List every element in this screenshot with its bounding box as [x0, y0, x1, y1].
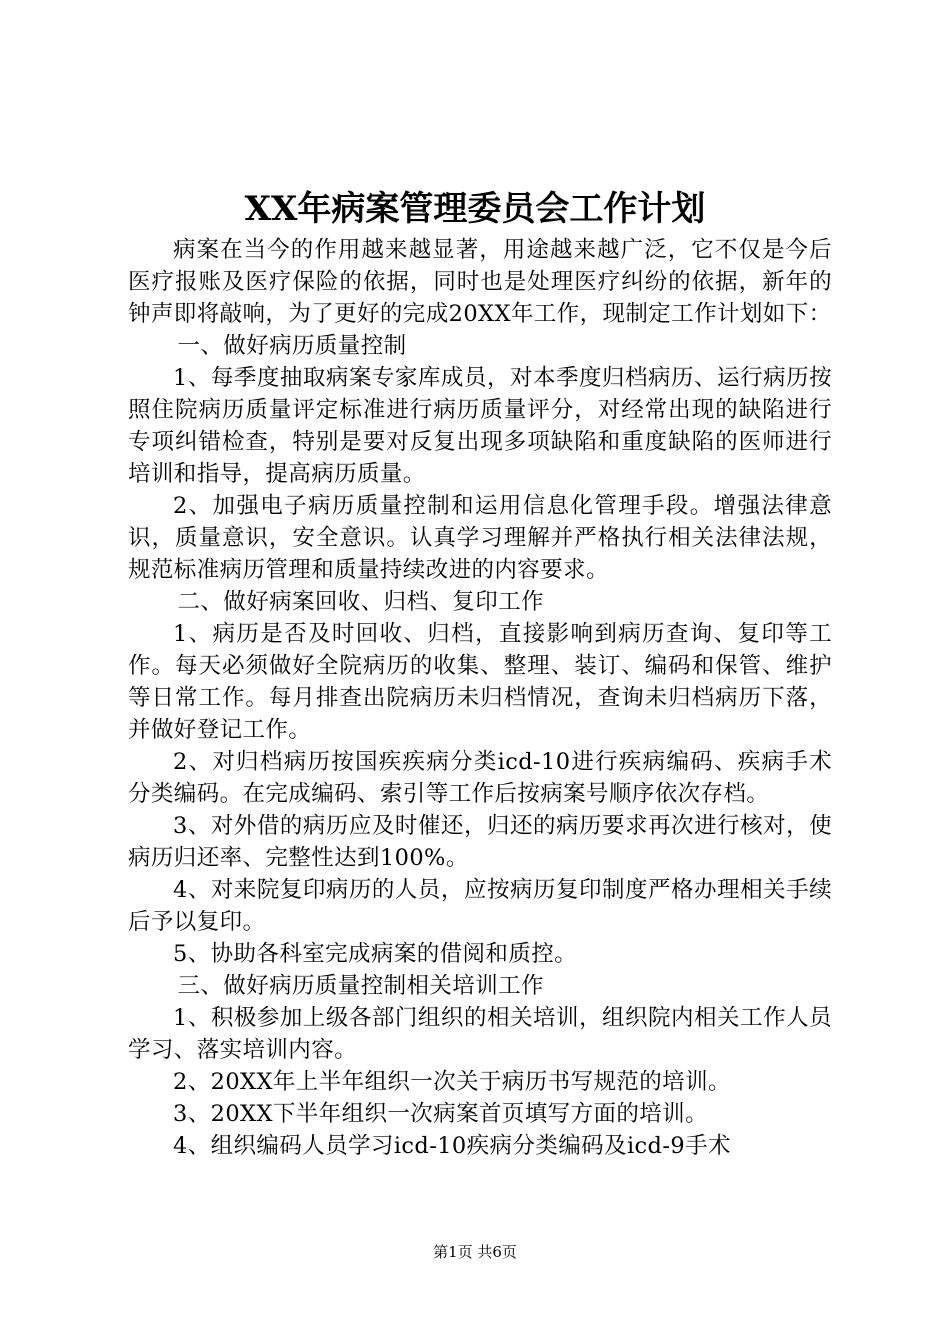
intro-paragraph: 病案在当今的作用越来越显著，用途越来越广泛，它不仅是今后医疗报账及医疗保险的依据，同时也是处理医疗纠纷的依据，新年的钟声即将敲响，为了更好的完成20XX年工作，现制定工作计划如下： — [128, 237, 832, 327]
section-2-item-5: 5、协助各科室完成病案的借阅和质控。 — [173, 941, 578, 967]
section-heading-1: 一、做好病历质量控制 — [177, 333, 407, 359]
section-heading-3: 三、做好病历质量控制相关培训工作 — [177, 973, 544, 999]
section-2-item-4: 4、对来院复印病历的人员，应按病历复印制度严格办理相关手续后予以复印。 — [128, 877, 832, 935]
section-2-item-3: 3、对外借的病历应及时催还，归还的病历要求再次进行核对，使病历归还率、完整性达到100%。 — [128, 813, 832, 871]
section-2-item-2: 2、对归档病历按国疾疾病分类icd-10进行疾病编码、疾病手术分类编码。在完成编码、索引等工作后按病案号顺序依次存档。 — [128, 749, 832, 807]
section-2-item-1: 1、病历是否及时回收、归档，直接影响到病历查询、复印等工作。每天必须做好全院病历的收集、整理、装订、编码和保管、维护等日常工作。每月排查出院病历未归档情况，查询未归档病历下落，并做好登记工作。 — [128, 621, 832, 743]
document-body — [128, 234, 832, 1162]
section-3-item-2: 2、20XX年上半年组织一次关于病历书写规范的培训。 — [173, 1069, 731, 1095]
section-3-item-1: 1、积极参加上级各部门组织的相关培训，组织院内相关工作人员学习、落实培训内容。 — [128, 1005, 832, 1063]
section-3-item-3: 3、20XX下半年组织一次病案首页填写方面的培训。 — [173, 1101, 708, 1127]
page-footer: 第1页 共6页 — [433, 1243, 517, 1261]
section-1-item-2: 2、加强电子病历质量控制和运用信息化管理手段。增强法律意识，质量意识，安全意识。认真学习理解并严格执行相关法律法规，规范标准病历管理和质量持续改进的内容要求。 — [128, 493, 832, 583]
section-heading-2: 二、做好病案回收、归档、复印工作 — [177, 589, 544, 615]
section-1-item-1: 1、每季度抽取病案专家库成员，对本季度归档病历、运行病历按照住院病历质量评定标准进行病历质量评分，对经常出现的缺陷进行专项纠错检查，特别是要对反复出现多项缺陷和重度缺陷的医师进行培训和指导，提高病历质量。 — [128, 365, 832, 487]
section-3-item-4: 4、组织编码人员学习icd-10疾病分类编码及icd-9手术 — [173, 1133, 731, 1159]
document-title: XX年病案管理委员会工作计划 — [244, 189, 706, 229]
